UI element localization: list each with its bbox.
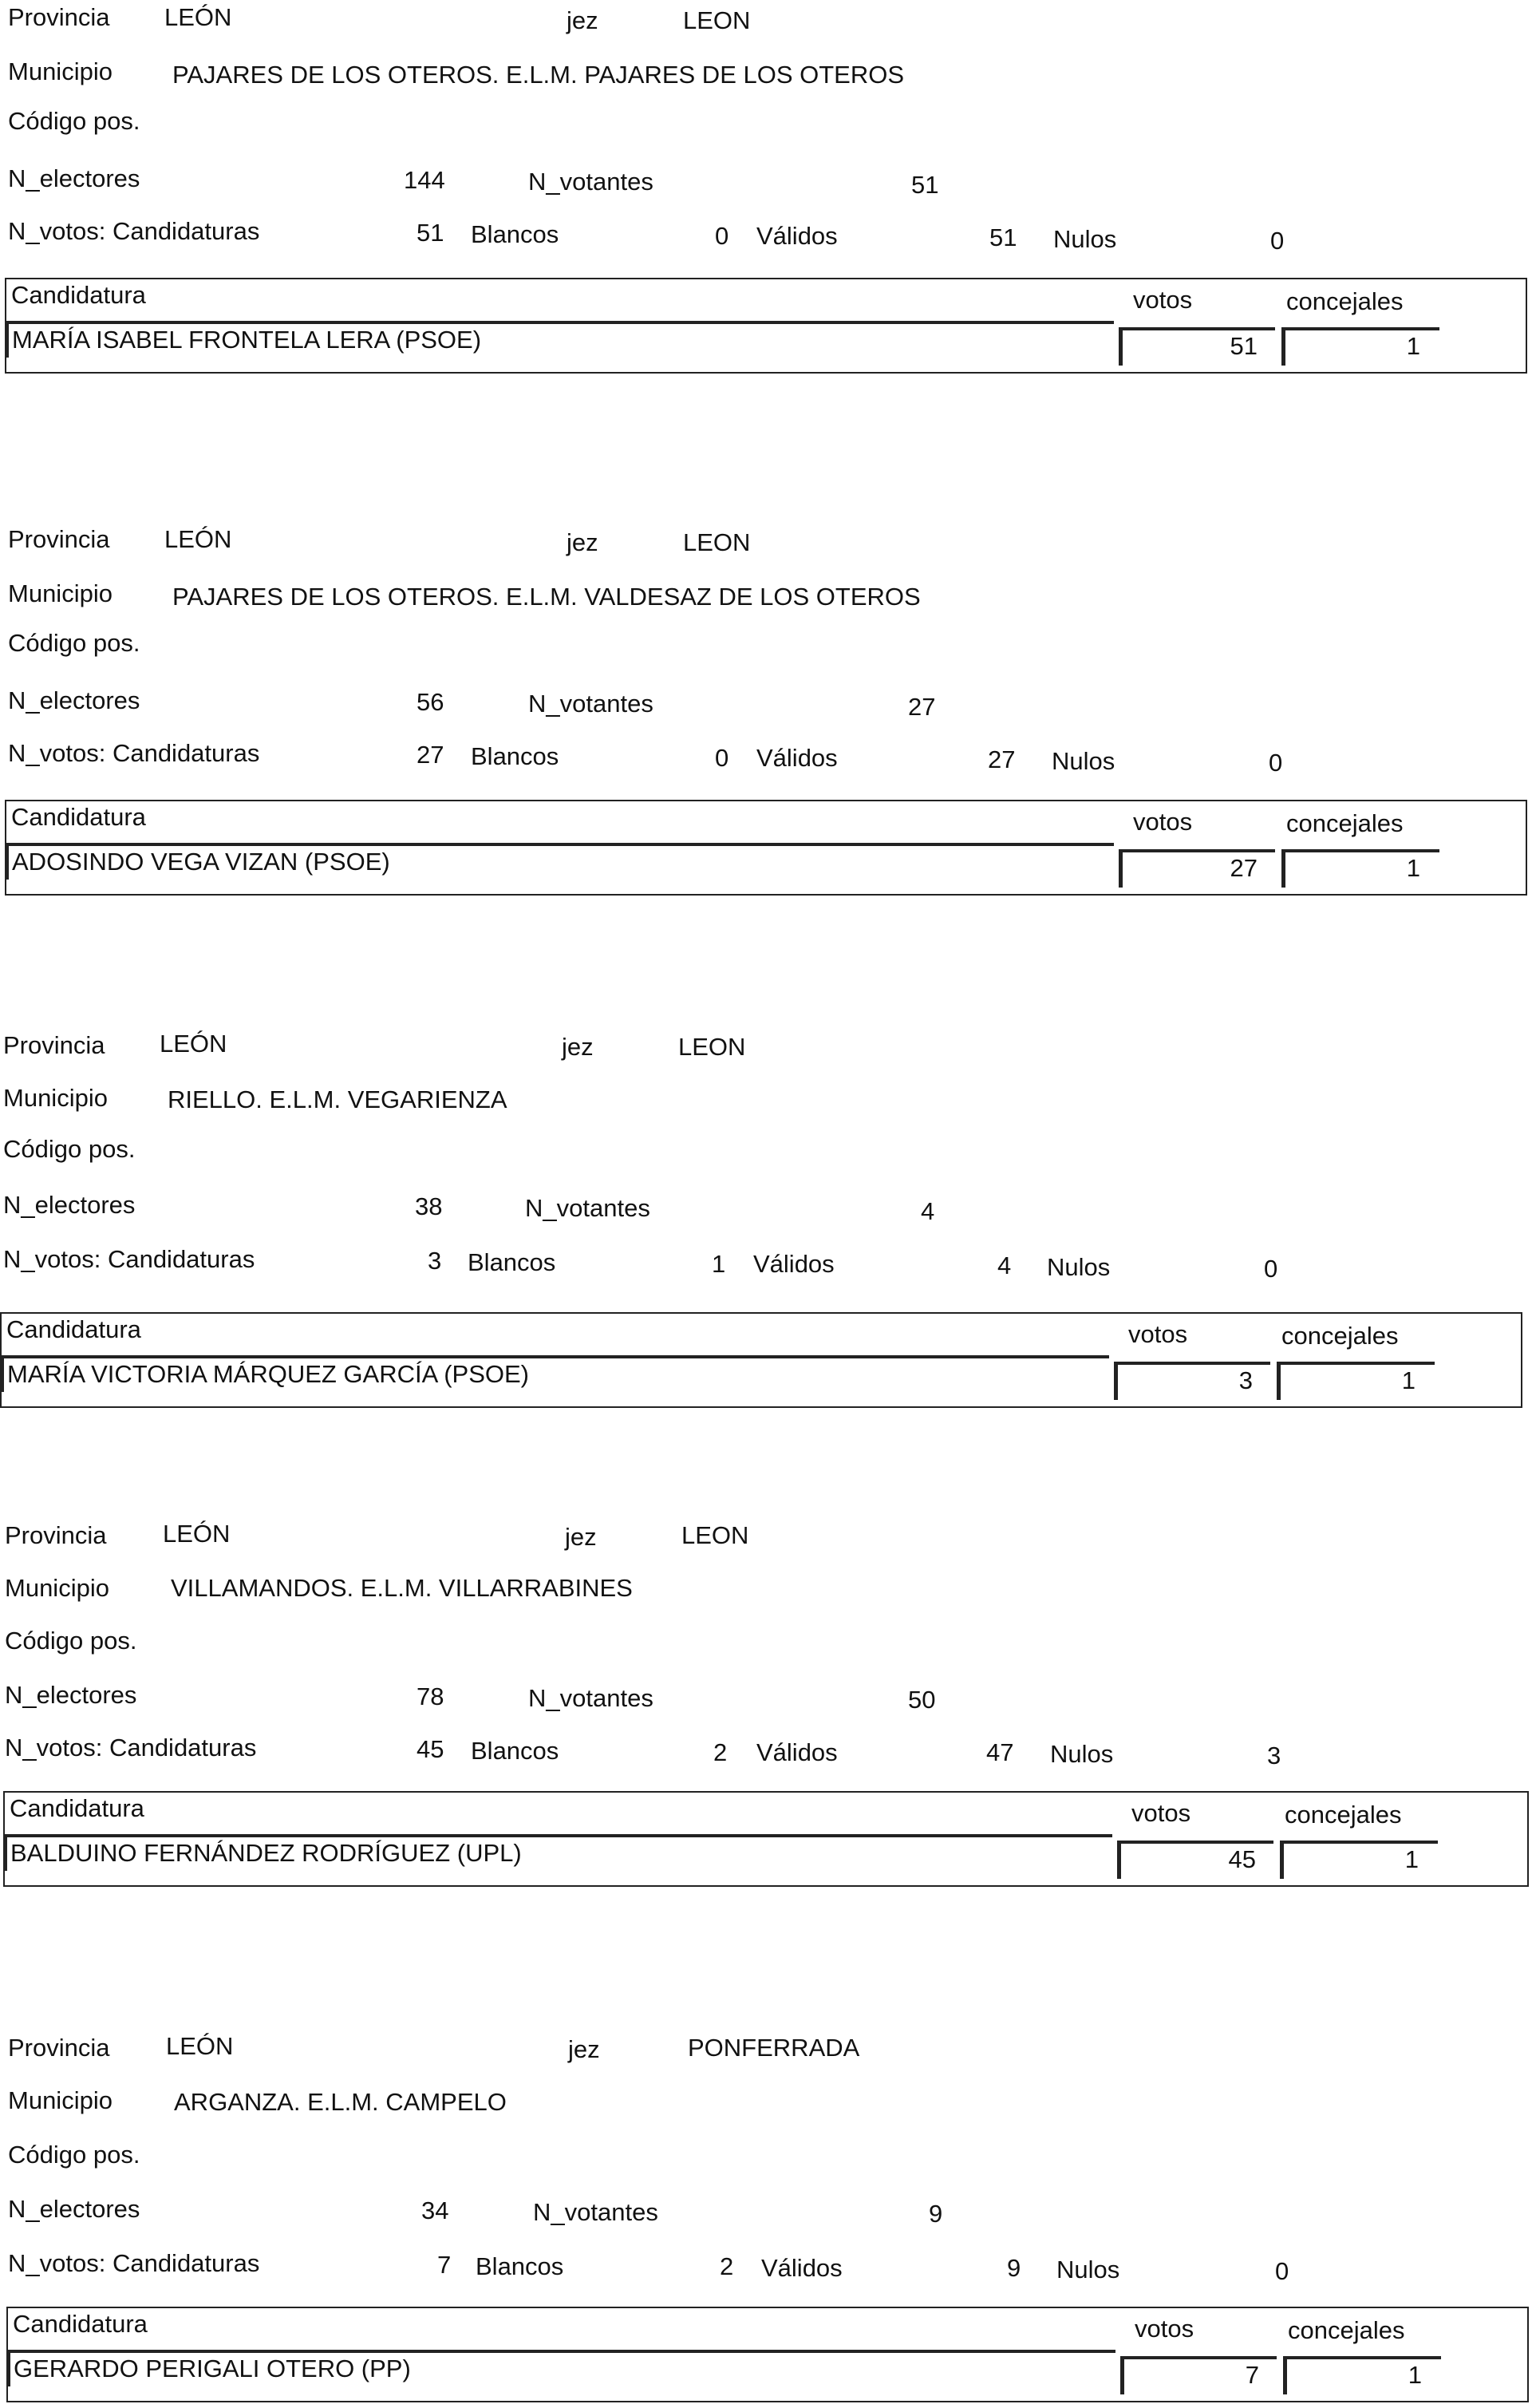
nulos-value: 0	[1275, 2257, 1289, 2285]
n-electores-label: N_electores	[3, 1191, 136, 1219]
votos-header: votos	[1133, 286, 1193, 314]
candidaturas-value: 45	[417, 1735, 444, 1763]
n-votantes-label: N_votantes	[533, 2198, 658, 2226]
jez-value: LEON	[683, 528, 751, 556]
candidaturas-value: 51	[417, 219, 444, 247]
codigo-pos-label: Código pos.	[5, 1627, 137, 1655]
validos-value: 27	[988, 745, 1016, 773]
n-votos-candidaturas-label: N_votos: Candidaturas	[3, 1245, 255, 1273]
n-votos-candidaturas-label: N_votos: Candidaturas	[8, 217, 260, 245]
n-votos-candidaturas-label: N_votos: Candidaturas	[8, 739, 260, 767]
nulos-value: 3	[1267, 1742, 1281, 1769]
concejales-header: concejales	[1286, 287, 1404, 315]
n-electores-value: 38	[415, 1192, 443, 1220]
n-votantes-value: 51	[911, 171, 939, 199]
concejales-value: 1	[1281, 327, 1439, 366]
concejales-header: concejales	[1286, 809, 1404, 837]
codigo-pos-label: Código pos.	[8, 107, 140, 135]
concejales-value: 1	[1283, 2356, 1441, 2394]
election-record	[0, 0, 1532, 375]
blancos-value: 0	[715, 744, 729, 772]
concejales-header: concejales	[1281, 1322, 1399, 1350]
votos-value: 3	[1114, 1362, 1270, 1400]
concejales-header: concejales	[1285, 1801, 1402, 1829]
n-votantes-value: 50	[908, 1686, 936, 1714]
candidato-name: MARÍA ISABEL FRONTELA LERA (PSOE)	[6, 321, 1114, 358]
nulos-value: 0	[1264, 1255, 1278, 1283]
blancos-label: Blancos	[476, 2252, 564, 2280]
n-electores-label: N_electores	[5, 1681, 137, 1709]
blancos-value: 0	[715, 222, 729, 250]
candidato-name: GERARDO PERIGALI OTERO (PP)	[8, 2350, 1115, 2386]
jez-value: LEON	[678, 1033, 746, 1061]
nulos-value: 0	[1269, 749, 1283, 777]
candidaturas-value: 7	[437, 2251, 452, 2279]
votos-header: votos	[1133, 808, 1193, 836]
candidatura-header: Candidatura	[10, 1794, 144, 1822]
validos-value: 9	[1007, 2254, 1021, 2282]
blancos-label: Blancos	[471, 1737, 559, 1765]
n-electores-label: N_electores	[8, 686, 140, 714]
candidaturas-value: 3	[428, 1247, 442, 1275]
jez-label: jez	[567, 528, 598, 556]
jez-value: PONFERRADA	[688, 2034, 860, 2062]
provincia-value: LEÓN	[160, 1030, 227, 1058]
n-votos-candidaturas-label: N_votos: Candidaturas	[5, 1734, 257, 1762]
election-record	[0, 1028, 1532, 1403]
validos-value: 51	[989, 223, 1017, 251]
blancos-value: 2	[720, 2252, 734, 2280]
candidato-name: MARÍA VICTORIA MÁRQUEZ GARCÍA (PSOE)	[2, 1355, 1109, 1392]
candidatura-header: Candidatura	[13, 2310, 148, 2338]
concejales-value: 1	[1277, 1362, 1435, 1400]
jez-label: jez	[567, 6, 598, 34]
nulos-label: Nulos	[1047, 1253, 1111, 1281]
municipio-label: Municipio	[3, 1084, 108, 1112]
concejales-value: 1	[1281, 849, 1439, 888]
municipio-label: Municipio	[5, 1574, 109, 1602]
concejales-value: 1	[1280, 1841, 1438, 1879]
n-votantes-value: 9	[929, 2200, 943, 2228]
blancos-label: Blancos	[468, 1248, 556, 1276]
provincia-label: Provincia	[8, 2034, 110, 2062]
codigo-pos-label: Código pos.	[8, 629, 140, 657]
n-votantes-label: N_votantes	[528, 690, 653, 718]
candidatura-table	[5, 800, 1527, 896]
votos-value: 45	[1117, 1841, 1273, 1879]
candidaturas-value: 27	[417, 741, 444, 769]
codigo-pos-label: Código pos.	[3, 1135, 136, 1163]
nulos-value: 0	[1270, 227, 1285, 255]
n-electores-value: 34	[421, 2196, 449, 2224]
jez-label: jez	[562, 1033, 594, 1061]
concejales-header: concejales	[1288, 2316, 1405, 2344]
blancos-value: 1	[712, 1250, 726, 1278]
n-votantes-label: N_votantes	[528, 168, 653, 196]
votos-header: votos	[1135, 2315, 1194, 2343]
provincia-label: Provincia	[8, 525, 110, 553]
candidatura-table	[3, 1791, 1529, 1887]
candidatura-header: Candidatura	[11, 281, 146, 309]
n-electores-label: N_electores	[8, 164, 140, 192]
n-electores-label: N_electores	[8, 2195, 140, 2223]
nulos-label: Nulos	[1050, 1740, 1114, 1768]
municipio-label: Municipio	[8, 2086, 113, 2114]
validos-value: 47	[986, 1738, 1014, 1766]
nulos-label: Nulos	[1053, 225, 1117, 253]
provincia-value: LEÓN	[164, 525, 232, 553]
municipio-value: VILLAMANDOS. E.L.M. VILLARRABINES	[171, 1574, 633, 1602]
blancos-label: Blancos	[471, 742, 559, 770]
provincia-value: LEÓN	[163, 1520, 231, 1548]
blancos-label: Blancos	[471, 220, 559, 248]
n-electores-value: 56	[417, 688, 444, 716]
provincia-label: Provincia	[8, 3, 110, 31]
nulos-label: Nulos	[1056, 2256, 1120, 2283]
municipio-label: Municipio	[8, 57, 113, 85]
candidatura-table	[0, 1312, 1522, 1408]
n-electores-value: 144	[404, 166, 445, 194]
election-record	[0, 1518, 1532, 1893]
n-votantes-label: N_votantes	[528, 1684, 653, 1712]
n-votantes-label: N_votantes	[525, 1194, 650, 1222]
n-votantes-value: 27	[908, 693, 936, 721]
votos-header: votos	[1131, 1799, 1191, 1827]
election-record	[0, 2030, 1532, 2406]
provincia-label: Provincia	[3, 1031, 105, 1059]
validos-label: Válidos	[761, 2254, 843, 2282]
provincia-label: Provincia	[5, 1521, 107, 1549]
votos-header: votos	[1128, 1320, 1188, 1348]
municipio-value: ARGANZA. E.L.M. CAMPELO	[174, 2088, 507, 2116]
jez-value: LEON	[683, 6, 751, 34]
validos-label: Válidos	[756, 1738, 838, 1766]
n-votantes-value: 4	[921, 1197, 935, 1225]
candidato-name: ADOSINDO VEGA VIZAN (PSOE)	[6, 843, 1114, 880]
candidatura-header: Candidatura	[11, 803, 146, 831]
votos-value: 7	[1120, 2356, 1277, 2394]
n-electores-value: 78	[417, 1682, 444, 1710]
validos-value: 4	[997, 1251, 1012, 1279]
municipio-value: PAJARES DE LOS OTEROS. E.L.M. PAJARES DE LOS OTEROS	[172, 61, 905, 89]
municipio-value: RIELLO. E.L.M. VEGARIENZA	[168, 1085, 507, 1113]
municipio-label: Municipio	[8, 579, 113, 607]
validos-label: Válidos	[756, 222, 838, 250]
jez-label: jez	[568, 2035, 600, 2063]
validos-label: Válidos	[756, 744, 838, 772]
candidato-name: BALDUINO FERNÁNDEZ RODRÍGUEZ (UPL)	[5, 1834, 1112, 1871]
candidatura-table	[5, 278, 1527, 374]
nulos-label: Nulos	[1052, 747, 1115, 775]
validos-label: Válidos	[753, 1250, 835, 1278]
municipio-value: PAJARES DE LOS OTEROS. E.L.M. VALDESAZ DE LOS OTEROS	[172, 583, 921, 611]
codigo-pos-label: Código pos.	[8, 2141, 140, 2169]
jez-value: LEON	[681, 1521, 749, 1549]
candidatura-header: Candidatura	[6, 1315, 141, 1343]
provincia-value: LEÓN	[166, 2032, 234, 2060]
votos-value: 27	[1119, 849, 1275, 888]
n-votos-candidaturas-label: N_votos: Candidaturas	[8, 2249, 260, 2277]
election-record	[0, 522, 1532, 897]
blancos-value: 2	[713, 1738, 728, 1766]
jez-label: jez	[565, 1523, 597, 1551]
provincia-value: LEÓN	[164, 3, 232, 31]
votos-value: 51	[1119, 327, 1275, 366]
candidatura-table	[6, 2307, 1529, 2402]
